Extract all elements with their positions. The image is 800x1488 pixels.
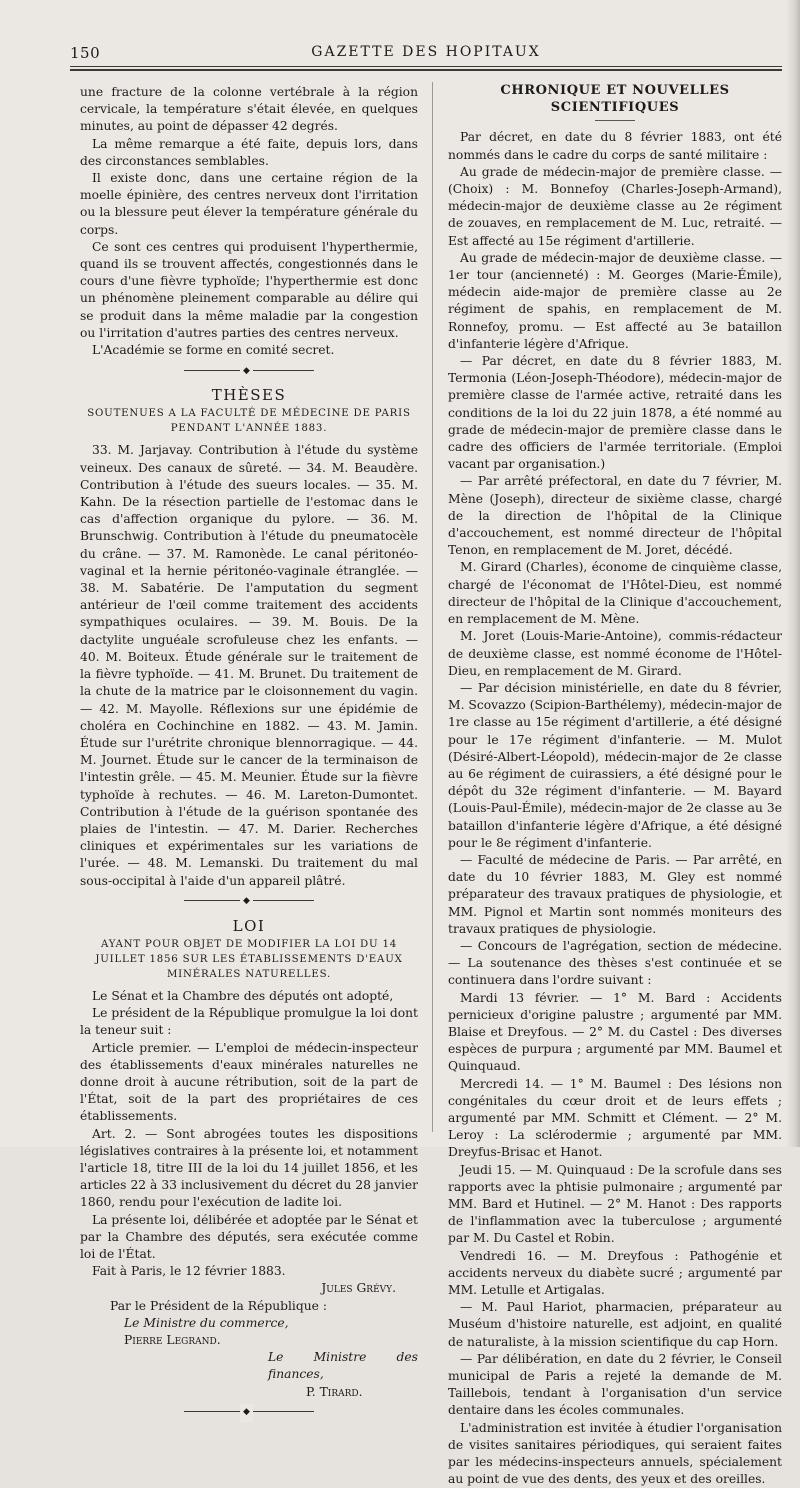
chronique-paragraph: Au grade de médecin-major de deuxième classe. — 1er tour (ancienneté) : M. Georges (Marie-Émile), médecin aide-major de première classe au 2e régiment de spahis, en remplacement de M. Ronnefoy, promu. — Est affecté au 3e bataillon d'infanterie légère d'Afrique. xyxy=(448,250,782,351)
page-header xyxy=(70,40,782,64)
running-title: GAZETTE DES HOPITAUX xyxy=(311,44,541,60)
loi-paragraph: Le président de la République promulgue la loi dont la teneur suit : xyxy=(80,1006,418,1038)
header-rule-thick xyxy=(70,69,782,71)
chronique-paragraph: — Par décision ministérielle, en date du 8 février, M. Scovazzo (Scipion-Barthélemy), médecin-major de 1re classe au 15e régiment d'artillerie, a été désigné pour le 17e régiment d'infanterie. — M. Mulot (Désiré-Albert-Léopold), médecin-major de 2e classe au 6e régiment de cuirassiers, a été désigné pour le dépôt du 32e régiment d'infanterie. — M. Bayard (Louis-Paul-Émile), médecin-major de 2e classe au 3e bataillon d'infanterie légère d'Afrique, a été désigné pour le 8e régiment d'infanterie. xyxy=(448,680,782,850)
chronique-paragraph: — Concours de l'agrégation, section de médecine. — La soutenance des thèses s'est continuée et se continuera dans l'ordre suivant : xyxy=(448,938,782,988)
theses-list: 33. M. Jarjavay. Contribution à l'étude du système veineux. Des canaux de sûreté. — 34. M. Beaudère. Contribution à l'étude des sueurs locales. — 35. M. Kahn. De la résection partielle de l'estomac dans le cas d'affection organique du pylore. — 36. M. Brunschwig. Contribution à l'étude du pneumatocèle du crâne. — 37. M. Ramonède. Le canal péritonéo-vaginal et la hernie péritonéo-vaginale étranglée. — 38. M. Sabatérie. De l'amputation du segment antérieur de l'œil comme traitement des accidents sympathiques oculaires. — 39. M. Bouis. De la dactylite unguéale scrofuleuse chez les enfants. — 40. M. Boiteux. Étude générale sur le traitement de la fièvre typhoïde. — 41. M. Brunet. Du traitement de la chute de la matrice par le cloisonnement du vagin. — 42. M. Mayolle. Réflexions sur une épidémie de choléra en Cochinchine en 1882. — 43. M. Jamin. Étude sur l'urétrite chronique blennorragique. — 44. M. Journet. Étude sur le cancer de la terminaison de l'intestin grêle. — 45. M. Meunier. Étude sur la fièvre typhoïde à rechutes. — 46. M. Lareton-Dumontet. Contribution à l'étude de la guérison spontanée des plaies de l'intestin. — 47. M. Darier. Recherches cliniques et expérimentales sur les variations de l'urée. — 48. M. Lemanski. Du traitement du mal sous-occipital à l'aide d'un appareil plâtré. xyxy=(80,443,418,888)
intro-paragraph: Il existe donc, dans une certaine région de la moelle épinière, des centres nerveux dont l'irritation ou la blessure peut élever la température générale du corps. xyxy=(80,171,418,237)
loi-article: Art. 2. — Sont abrogées toutes les dispositions législatives contraires à la présente loi, et notamment l'article 18, titre III de la loi du 14 juillet 1856, et les articles 22 à 33 inclusivement du décret du 28 janvier 1860, rendu pour l'exécution de ladite loi. xyxy=(80,1126,418,1210)
theses-title: THÈSES xyxy=(211,386,287,405)
chronique-paragraph: — Par arrêté préfectoral, en date du 7 février, M. Mène (Joseph), directeur de sixième classe, chargé de la direction de l'hôpital de la Clinique d'accouchement, est nommé directeur de l'hôpital Tenon, en remplacement de M. Joret, décédé. xyxy=(448,474,782,558)
intro-paragraph: une fracture de la colonne vertébrale à la région cervicale, la température s'était élevée, en quelques minutes, au point de dépasser 42 degrés. xyxy=(80,85,418,134)
chronique-title-rule xyxy=(595,120,635,121)
intro-paragraph: Ce sont ces centres qui produisent l'hyperthermie, quand ils se trouvent affectés, congestionnés dans le cours d'une fièvre typhoïde; l'hyperthermie est donc un phénomène pleinement comparable au délire qui se produit dans la même maladie par la congestion ou l'irritation d'autres parties des centres nerveux. xyxy=(80,239,418,340)
chronique-paragraph: — Par décret, en date du 8 février 1883, M. Termonia (Léon-Joseph-Théodore), médecin-major de première classe de l'armée active, retraité dans les conditions de la loi du 22 juin 1878, a été nommé au grade de médecin-major de première classe dans le cadre des officiers de l'armée territoriale. (Emploi vacant par organisation.) xyxy=(448,354,782,472)
right-column xyxy=(448,82,782,1488)
section-separator xyxy=(80,359,418,381)
page-edge-shadow xyxy=(786,0,800,1147)
signature-ministre-commerce: Le Ministre du commerce, xyxy=(124,1315,289,1330)
loi-paragraph: Fait à Paris, le 12 février 1883. xyxy=(92,1264,286,1279)
chronique-paragraph: Mardi 13 février. — 1° M. Bard : Accidents pernicieux d'origine palustre ; argumenté par MM. Blaise et Dreyfous. — 2° M. du Castel : Des diverses espèces de purpura ; argumenté par MM. Baumel et Quinquaud. xyxy=(448,990,782,1074)
loi-title: LOI xyxy=(232,916,266,935)
chronique-paragraph: Au grade de médecin-major de première classe. — (Choix) : M. Bonnefoy (Charles-Joseph-Armand), médecin-major de deuxième classe au 2e régiment de zouaves, en remplacement de M. Luc, retraité. — Est affecté au 15e régiment d'artillerie. xyxy=(448,164,782,248)
section-separator xyxy=(80,1401,418,1423)
chronique-paragraph: — Par délibération, en date du 2 février, le Conseil municipal de Paris a rejeté la demande de M. Taillebois, tendant à l'organisation d'un service dentaire dans les écoles communales. xyxy=(448,1351,782,1418)
left-column xyxy=(80,84,418,1423)
chronique-paragraph: M. Joret (Louis-Marie-Antoine), commis-rédacteur de deuxième classe, est nommé économe de l'Hôtel-Dieu, en remplacement de M. Girard. xyxy=(448,629,782,678)
loi-paragraph: Le Sénat et la Chambre des députés ont adopté, xyxy=(92,988,394,1003)
chronique-paragraph: L'administration est invitée à étudier l'organisation de visites sanitaires périodiques, qui seraient faites par les médecins-inspecteurs annuels, spécialement au point de vue des dents, des yeux et des oreilles. xyxy=(448,1420,782,1487)
chronique-paragraph: Jeudi 15. — M. Quinquaud : De la scrofule dans ses rapports avec la phtisie pulmonaire ; argumenté par MM. Bard et Hutinel. — 2° M. Hanot : Des rapports de l'inflammation avec la tuberculose ; argumenté par M. Du Castel et Robin. xyxy=(448,1162,782,1246)
signature-par-le-president: Par le Président de la République : xyxy=(110,1298,327,1313)
header-rule xyxy=(70,66,782,67)
theses-subtitle: SOUTENUES A LA FACULTÉ DE MÉDECINE DE PARIS PENDANT L'ANNÉE 1883. xyxy=(87,408,411,435)
chronique-paragraph: Vendredi 16. — M. Dreyfous : Pathogénie et accidents nerveux du diabète sucré ; argumenté par MM. Letulle et Artigalas. xyxy=(448,1248,782,1298)
chronique-title: CHRONIQUE ET NOUVELLES SCIENTIFIQUES xyxy=(500,83,730,116)
loi-paragraph: La présente loi, délibérée et adoptée par le Sénat et par la Chambre des députés, sera exécutée comme loi de l'État. xyxy=(80,1212,418,1261)
chronique-paragraph: Mercredi 14. — 1° M. Baumel : Des lésions non congénitales du cœur droit et de leurs effets ; argumenté par MM. Schmitt et Clément. — 2° M. Leroy : La sclérodermie ; argumenté par MM. Dreyfus-Brisac et Hanot. xyxy=(448,1076,782,1160)
intro-paragraph: L'Académie se forme en comité secret. xyxy=(92,343,335,358)
signature-ministre-finances: Le Ministre des finances, xyxy=(268,1350,418,1382)
signature-tirard: P. Tirard. xyxy=(306,1384,363,1399)
chronique-body xyxy=(448,129,782,1488)
signature-legrand: Pierre Legrand. xyxy=(124,1333,221,1347)
intro-paragraph: La même remarque a été faite, depuis lors, dans des circonstances semblables. xyxy=(80,136,418,168)
chronique-paragraph: — Faculté de médecine de Paris. — Par arrêté, en date du 10 février 1883, M. Gley est nommé préparateur des travaux pratiques de physiologie, et MM. Pignol et Martin sont nommés moniteurs des travaux pratiques de physiologie. xyxy=(448,852,782,936)
page-number: 150 xyxy=(70,44,101,62)
signature-president: Jules Grévy. xyxy=(321,1281,396,1296)
loi-subtitle: AYANT POUR OBJET DE MODIFIER LA LOI DU 14 JUILLET 1856 SUR LES ÉTABLISSEMENTS D'EAUX MINÉRALES NATURELLES. xyxy=(95,938,403,980)
loi-article: Article premier. — L'emploi de médecin-inspecteur des établissements d'eaux minérales naturelles ne donne droit à aucune rétribution, soit de la part de l'État, soit de la part des propriétaires de ces établissements. xyxy=(80,1040,418,1124)
section-separator xyxy=(80,890,418,912)
chronique-paragraph: Par décret, en date du 8 février 1883, ont été nommés dans le cadre du corps de santé militaire : xyxy=(448,130,782,162)
chronique-paragraph: M. Girard (Charles), économe de cinquième classe, chargé de l'économat de l'Hôtel-Dieu, est nommé directeur de l'hôpital de la Clinique d'accouchement, en remplacement de M. Mène. xyxy=(448,560,782,627)
column-divider xyxy=(432,82,433,1132)
chronique-paragraph: — M. Paul Hariot, pharmacien, préparateur au Muséum d'histoire naturelle, est adjoint, en qualité de naturaliste, à la mission scientifique du cap Horn. xyxy=(448,1300,782,1349)
